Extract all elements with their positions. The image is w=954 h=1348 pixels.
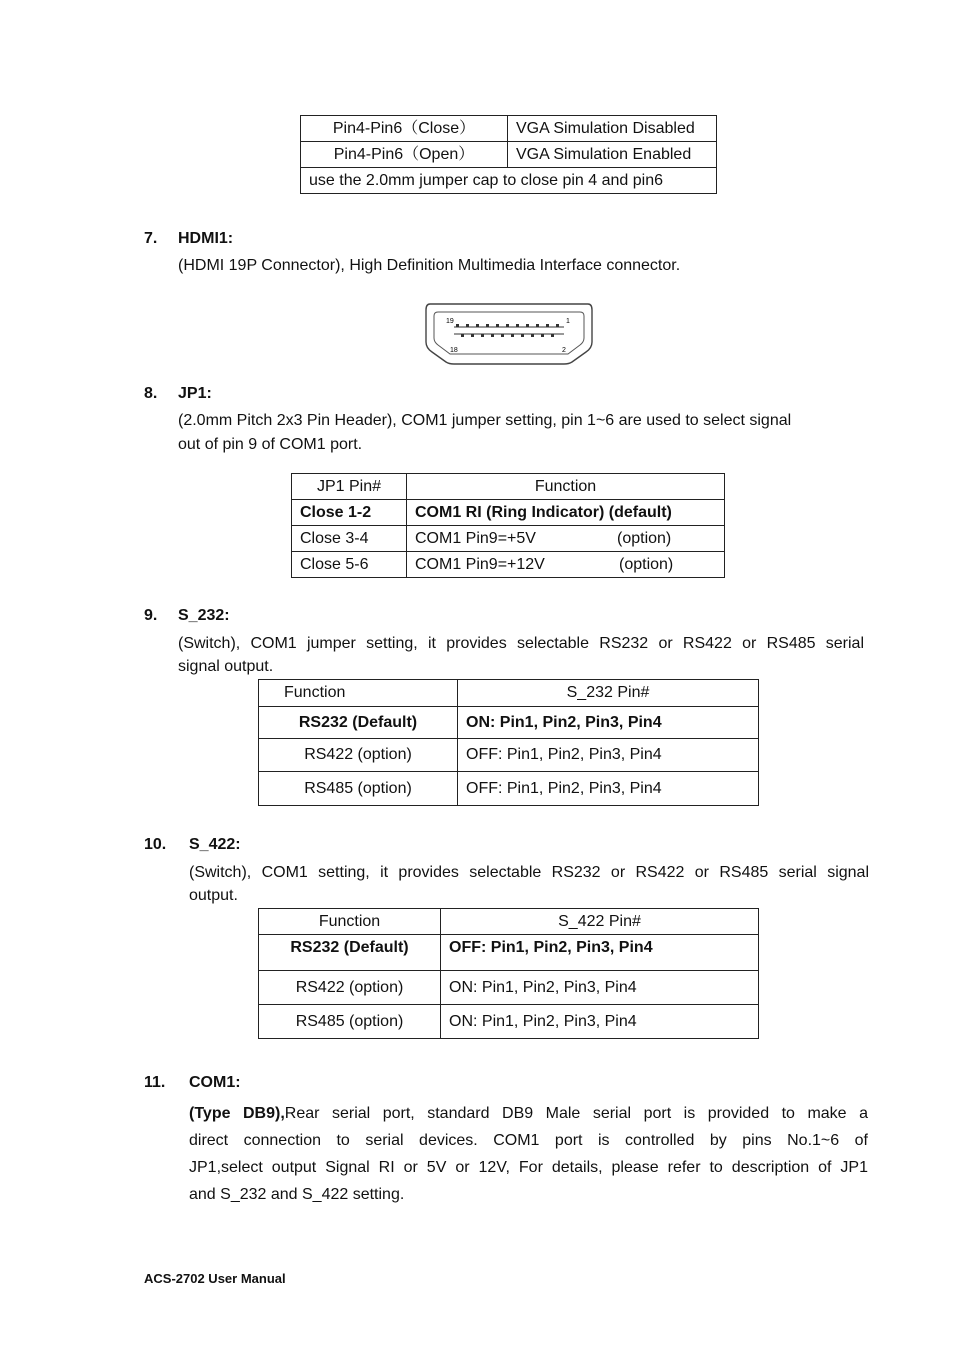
com1-description-line1 (189, 1101, 868, 1127)
table-cell: ON: Pin1, Pin2, Pin3, Pin4 (458, 707, 759, 739)
table-cell: RS422 (option) (259, 739, 458, 772)
hdmi-connector-diagram (424, 300, 594, 368)
section-number: 10. (144, 836, 167, 853)
pin-label-2: 2 (562, 347, 566, 354)
jp1-description-line1: (2.0mm Pitch 2x3 Pin Header), COM1 jumper setting, pin 1~6 are used to select signal (178, 412, 792, 429)
table-cell: OFF: Pin1, Pin2, Pin3, Pin4 (441, 935, 759, 971)
table-row (259, 739, 759, 772)
pin-label-19: 19 (446, 318, 454, 325)
table-cell: Close 3-4 (292, 526, 407, 552)
table-note: use the 2.0mm jumper cap to close pin 4 and pin6 (301, 168, 717, 194)
table-row (259, 935, 759, 971)
pin-label-1: 1 (566, 318, 570, 325)
section-title-jp1: JP1: (178, 385, 212, 402)
section-title-s422: S_422: (189, 836, 241, 853)
table-cell: OFF: Pin1, Pin2, Pin3, Pin4 (458, 772, 759, 806)
section-title-com1: COM1: (189, 1074, 241, 1091)
table-cell: Close 5-6 (292, 552, 407, 578)
table-cell: Pin4-Pin6（Open） (301, 142, 508, 168)
table-cell: RS422 (option) (259, 971, 441, 1005)
cell-value: COM1 Pin9=+12V (415, 555, 545, 573)
table-row (259, 707, 759, 739)
table-cell: RS485 (option) (259, 772, 458, 806)
section-number: 11. (144, 1074, 166, 1091)
table-row (292, 526, 725, 552)
table-cell: VGA Simulation Enabled (508, 142, 717, 168)
table-cell: OFF: Pin1, Pin2, Pin3, Pin4 (458, 739, 759, 772)
table-cell: RS232 (Default) (259, 935, 441, 971)
table-cell: ON: Pin1, Pin2, Pin3, Pin4 (441, 1005, 759, 1039)
cell-value: COM1 Pin9=+5V (415, 529, 536, 547)
s422-table (258, 908, 759, 1039)
com1-text-line1: Rear serial port, standard DB9 Male serial port is provided to make a (284, 1105, 868, 1122)
jp1-description-line2: out of pin 9 of COM1 port. (178, 436, 363, 453)
section-title-s232: S_232: (178, 607, 230, 624)
section-number: 9. (144, 607, 158, 624)
com1-description-line4: and S_232 and S_422 setting. (189, 1186, 405, 1203)
table-cell: COM1 RI (Ring Indicator) (default) (407, 500, 725, 526)
table-row (259, 971, 759, 1005)
table-cell (407, 526, 725, 552)
table-header: Function (407, 474, 725, 500)
table-cell (407, 552, 725, 578)
com1-description-line2: direct connection to serial devices. COM1 port is controlled by pins No.1~6 of (189, 1132, 868, 1149)
s232-description-line1: (Switch), COM1 jumper setting, it provides selectable RS232 or RS422 or RS485 serial (178, 635, 864, 652)
hdmi-description: (HDMI 19P Connector), High Definition Multimedia Interface connector. (178, 257, 681, 274)
s232-table (258, 679, 759, 806)
com1-type-label: (Type DB9), (189, 1105, 285, 1122)
table-cell: ON: Pin1, Pin2, Pin3, Pin4 (441, 971, 759, 1005)
com1-description-line3: JP1,select output Signal RI or 5V or 12V, For details, please refer to description of JP1 (189, 1159, 868, 1176)
table-row (259, 1005, 759, 1039)
table-header: S_422 Pin# (441, 909, 759, 935)
cell-option: (option) (619, 555, 674, 573)
table-cell: Pin4-Pin6（Close） (301, 116, 508, 142)
table-cell: RS485 (option) (259, 1005, 441, 1039)
jp1-table (291, 473, 725, 578)
table-header: Function (259, 680, 458, 707)
section-number: 7. (144, 230, 158, 247)
page-footer: ACS-2702 User Manual (144, 1271, 286, 1286)
table-cell: RS232 (Default) (259, 707, 458, 739)
table-header: Function (259, 909, 441, 935)
s232-description-line2: signal output. (178, 658, 274, 675)
table-cell: VGA Simulation Disabled (508, 116, 717, 142)
vga-jumper-table (300, 115, 717, 194)
s422-description-line1: (Switch), COM1 setting, it provides selectable RS232 or RS422 or RS485 serial signal (189, 864, 869, 881)
table-row (292, 500, 725, 526)
table-cell: Close 1-2 (292, 500, 407, 526)
pin-label-18: 18 (450, 347, 458, 354)
s422-description-line2: output. (189, 887, 238, 904)
cell-option: (option) (617, 529, 672, 547)
table-header: S_232 Pin# (458, 680, 759, 707)
table-row (292, 552, 725, 578)
table-row (259, 772, 759, 806)
section-number: 8. (144, 385, 158, 402)
section-title-hdmi1: HDMI1: (178, 230, 234, 247)
table-header: JP1 Pin# (292, 474, 407, 500)
